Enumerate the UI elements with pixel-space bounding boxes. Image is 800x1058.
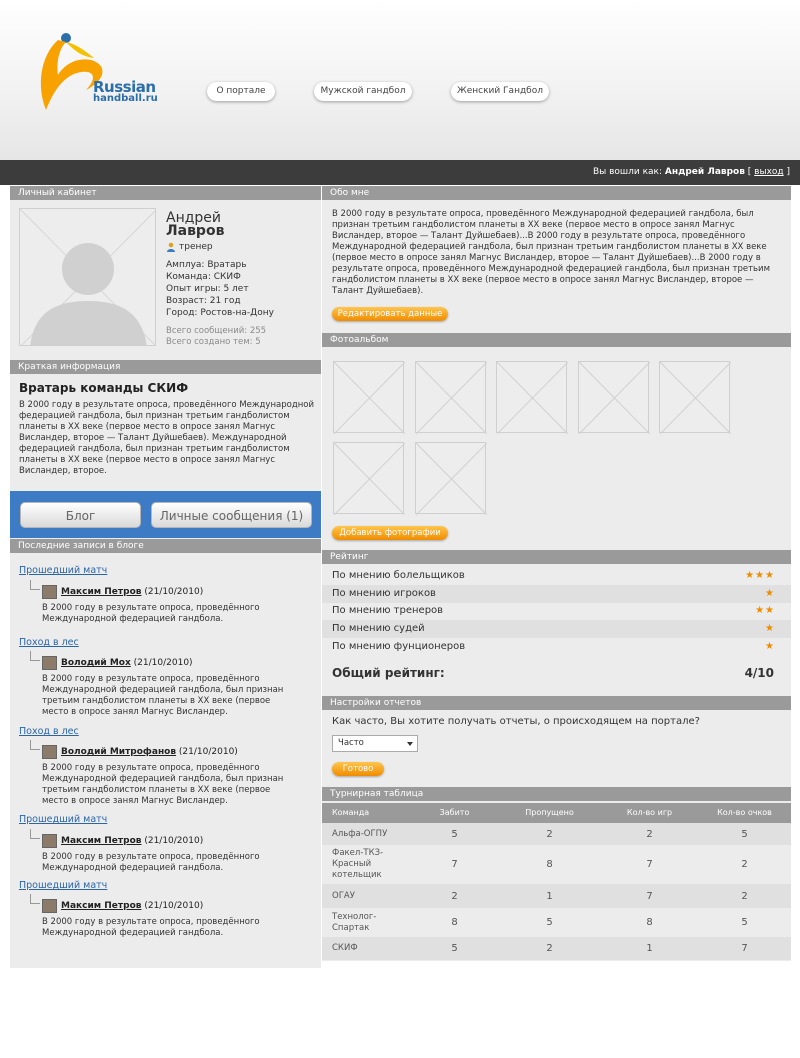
star-icon: ★ xyxy=(765,588,775,599)
table-cell: 2 xyxy=(646,828,653,840)
blog-entry-text: В 2000 году в результате опроса, проведённого Международной федерацией гандбола. xyxy=(42,603,260,624)
star-icon: ★ xyxy=(765,623,775,634)
author-link[interactable]: Володий Мох xyxy=(61,658,131,668)
table-cell: 5 xyxy=(741,828,748,840)
logo-icon[interactable] xyxy=(36,30,156,120)
logo-text[interactable]: Russian xyxy=(93,78,156,96)
short-info-heading: Вратарь команды СКИФ xyxy=(19,381,189,395)
table-cell: 7 xyxy=(646,890,653,902)
photo-thumbnail[interactable] xyxy=(415,442,486,514)
table-row xyxy=(322,908,791,937)
short-info-header: Краткая информация xyxy=(10,360,321,374)
table-cell: 2 xyxy=(741,890,748,902)
blog-entry-meta: Володий Митрофанов (21/10/2010) xyxy=(61,747,238,757)
photo-thumbnail[interactable] xyxy=(415,361,486,433)
album-header: Фотоальбом xyxy=(322,333,791,347)
column-header: Команда xyxy=(332,808,370,817)
rating-label: По мнению игроков xyxy=(332,588,436,599)
logo-subtext[interactable]: handball.ru xyxy=(93,93,158,104)
table-cell: 1 xyxy=(646,943,653,954)
table-cell: 5 xyxy=(546,917,553,928)
tree-connector xyxy=(30,580,40,590)
blog-entry-title[interactable]: Прошедший матч xyxy=(19,565,108,576)
rating-row xyxy=(322,567,791,585)
blog-header: Последние записи в блоге xyxy=(10,539,321,553)
blog-entry-title[interactable]: Прошедший матч xyxy=(19,880,108,891)
star-icon: ★★ xyxy=(755,605,775,616)
image-placeholder-icon xyxy=(660,362,731,434)
image-placeholder-icon xyxy=(416,362,487,434)
rating-label: По мнению тренеров xyxy=(332,605,444,616)
blog-button[interactable]: Блог xyxy=(20,502,141,528)
table-cell: 5 xyxy=(451,828,458,840)
tree-connector xyxy=(30,894,40,904)
table-cell: Альфа-ОГПУ xyxy=(332,828,388,839)
table-cell: 2 xyxy=(546,943,553,954)
nav-about[interactable]: О портале xyxy=(207,82,275,101)
user-detail: Амплуа: Вратарь xyxy=(166,260,247,270)
user-stat: Всего создано тем: 5 xyxy=(166,337,261,347)
author-avatar[interactable] xyxy=(42,834,57,848)
image-placeholder-icon xyxy=(579,362,650,434)
author-link[interactable]: Максим Петров xyxy=(61,901,142,911)
user-detail: Команда: СКИФ xyxy=(166,272,241,282)
table-cell: 8 xyxy=(546,859,553,870)
blog-entry-text: В 2000 году в результате опроса, проведённого Международной федерацией гандбола. xyxy=(42,917,260,938)
about-header: Обо мне xyxy=(322,186,791,200)
tree-connector xyxy=(30,829,40,839)
submit-button[interactable]: Готово xyxy=(332,762,384,776)
table-row xyxy=(322,823,791,845)
column-header: Пропущено xyxy=(525,808,574,817)
blog-entry-meta: Максим Петров (21/10/2010) xyxy=(61,836,204,846)
reports-header: Настройки отчетов xyxy=(322,696,791,710)
rating-label: По мнению фунционеров xyxy=(332,641,466,652)
table-column-headers xyxy=(322,803,791,823)
author-avatar[interactable] xyxy=(42,745,57,759)
blog-entry-meta: Максим Петров (21/10/2010) xyxy=(61,587,204,597)
blog-entry-title[interactable]: Прошедший матч xyxy=(19,814,108,825)
user-stat: Всего сообщений: 255 xyxy=(166,326,267,336)
photo-thumbnail[interactable] xyxy=(333,361,404,433)
rating-row xyxy=(322,602,791,620)
author-avatar[interactable] xyxy=(42,656,57,670)
table-cell: Факел-ТКЗ-Красный котельщик xyxy=(332,848,384,880)
image-placeholder-icon xyxy=(416,443,487,515)
table-cell: 5 xyxy=(741,917,748,928)
star-icon: ★★★ xyxy=(745,570,775,581)
tree-connector xyxy=(30,740,40,750)
avatar[interactable] xyxy=(19,208,156,346)
about-text: В 2000 году в результате опроса, проведённого Международной федерацией гандбола, был признан третьим гандболистом планеты в XX веке (первое место в опросе занял Магнус Висландер, второе — Талант Дуйшебаев)...В 2000 году в результате опроса, проведённого Международной федерацией гандбола, был признан третьим гандболистом планеты в XX веке (первое место в опросе занял Магнус Висландер, второе — Талант Дуйшебаев)...В 2000 году в результате опроса, проведённого Международной федерацией гандбола, был признан третьим гандболистом планеты в XX веке (первое место в опросе занял Магнус Висландер, второе — Талант Дуйшебаев). xyxy=(332,209,770,296)
photo-thumbnail[interactable] xyxy=(496,361,567,433)
current-user: Андрей Лавров xyxy=(664,167,745,177)
blog-entry-meta: Володий Мох (21/10/2010) xyxy=(61,658,193,668)
image-placeholder-icon xyxy=(334,362,405,434)
total-rating-value: 4/10 xyxy=(744,666,774,680)
login-status: Вы вошли как: Андрей Лавров [ выход ] xyxy=(592,167,790,177)
table-header: Турнирная таблица xyxy=(322,787,791,801)
rating-label: По мнению судей xyxy=(332,623,425,634)
rating-row xyxy=(322,638,791,656)
table-cell: Технолог-Спартак xyxy=(332,911,377,933)
user-detail: Город: Ростов-на-Дону xyxy=(166,308,274,318)
author-link[interactable]: Володий Митрофанов xyxy=(61,747,177,757)
photo-thumbnail[interactable] xyxy=(333,442,404,514)
table-cell: 5 xyxy=(451,943,458,954)
table-row xyxy=(322,937,791,960)
rating-header: Рейтинг xyxy=(322,550,791,564)
photo-thumbnail[interactable] xyxy=(659,361,730,433)
edit-profile-button[interactable]: Редактировать данные xyxy=(332,307,448,321)
table-cell: 2 xyxy=(741,859,748,870)
logout-link[interactable]: выход xyxy=(754,167,784,177)
blog-entry-text: В 2000 году в результате опроса, проведённого Международной федерацией гандбола, был признан третьим гандболистом планеты в XX веке (первое место в опросе занял Магнус Висландер. xyxy=(42,763,284,806)
column-header: Забито xyxy=(439,808,470,817)
table-cell: 7 xyxy=(741,943,748,954)
column-header: Кол-во очков xyxy=(717,808,772,817)
star-icon: ★ xyxy=(765,641,775,652)
short-info-text: В 2000 году в результате опроса, проведённого Международной федерацией гандбола, был признан третьим гандболистом планеты в XX веке (первое место в опросе занял Магнус Висландер, второе — Талант Дуйшебаев). Международной федерацией гандбола, был признан третьим гандболистом планеты в XX веке (первое место в опросе занял Магнус Висландер, второе. xyxy=(19,400,314,476)
blog-entry-meta: Максим Петров (21/10/2010) xyxy=(61,901,204,911)
messages-button[interactable]: Личные сообщения (1) xyxy=(151,502,312,528)
photo-thumbnail[interactable] xyxy=(578,361,649,433)
blog-entry-text: В 2000 году в результате опроса, проведённого Международной федерацией гандбола. xyxy=(42,852,260,873)
frequency-select[interactable]: Часто xyxy=(332,735,418,752)
user-role-icon xyxy=(166,242,176,252)
nav-women-handball[interactable]: Женский Гандбол xyxy=(451,82,549,101)
author-avatar[interactable] xyxy=(42,899,57,913)
user-detail: Возраст: 21 год xyxy=(166,296,241,306)
table-row xyxy=(322,884,791,908)
cabinet-header: Личный кабинет xyxy=(10,186,321,200)
table-cell: СКИФ xyxy=(332,943,358,953)
rating-row xyxy=(322,620,791,638)
blog-entry-title[interactable]: Поход в лес xyxy=(19,637,79,648)
table-cell: 8 xyxy=(646,917,653,928)
user-first-name: Андрей xyxy=(166,210,222,226)
user-last-name: Лавров xyxy=(166,223,225,239)
author-link[interactable]: Максим Петров xyxy=(61,587,142,597)
blog-entry-text: В 2000 году в результате опроса, проведённого Международной федерацией гандбола, был признан третьим гандболистом планеты в XX веке (первое место в опросе занял Магнус Висландер. xyxy=(42,674,284,717)
table-cell: ОГАУ xyxy=(332,890,355,901)
table-row xyxy=(322,845,791,884)
table-cell: 2 xyxy=(546,828,553,840)
author-avatar[interactable] xyxy=(42,585,57,599)
add-photos-button[interactable]: Добавить фотографии xyxy=(332,526,448,540)
user-detail: Опыт игры: 5 лет xyxy=(166,284,249,294)
nav-men-handball[interactable]: Мужской гандбол xyxy=(314,82,412,101)
total-rating-label: Общий рейтинг: xyxy=(332,666,445,680)
table-cell: 7 xyxy=(646,859,653,870)
author-link[interactable]: Максим Петров xyxy=(61,836,142,846)
table-cell: 1 xyxy=(546,890,553,902)
reports-question: Как часто, Вы хотите получать отчеты, о происходящем на портале? xyxy=(332,716,700,727)
chevron-down-icon xyxy=(407,742,413,746)
tree-connector xyxy=(30,651,40,661)
table-cell: 7 xyxy=(451,859,458,870)
blog-entry-title[interactable]: Поход в лес xyxy=(19,726,79,737)
image-placeholder-icon xyxy=(334,443,405,515)
top-bar xyxy=(0,160,800,185)
rating-row xyxy=(322,585,791,603)
avatar-placeholder-icon xyxy=(20,209,156,346)
rating-label: По мнению болельщиков xyxy=(332,570,465,581)
image-placeholder-icon xyxy=(497,362,568,434)
table-cell: 8 xyxy=(451,917,458,928)
table-cell: 2 xyxy=(451,890,458,902)
user-role: тренер xyxy=(179,242,213,252)
column-header: Кол-во игр xyxy=(626,808,673,817)
